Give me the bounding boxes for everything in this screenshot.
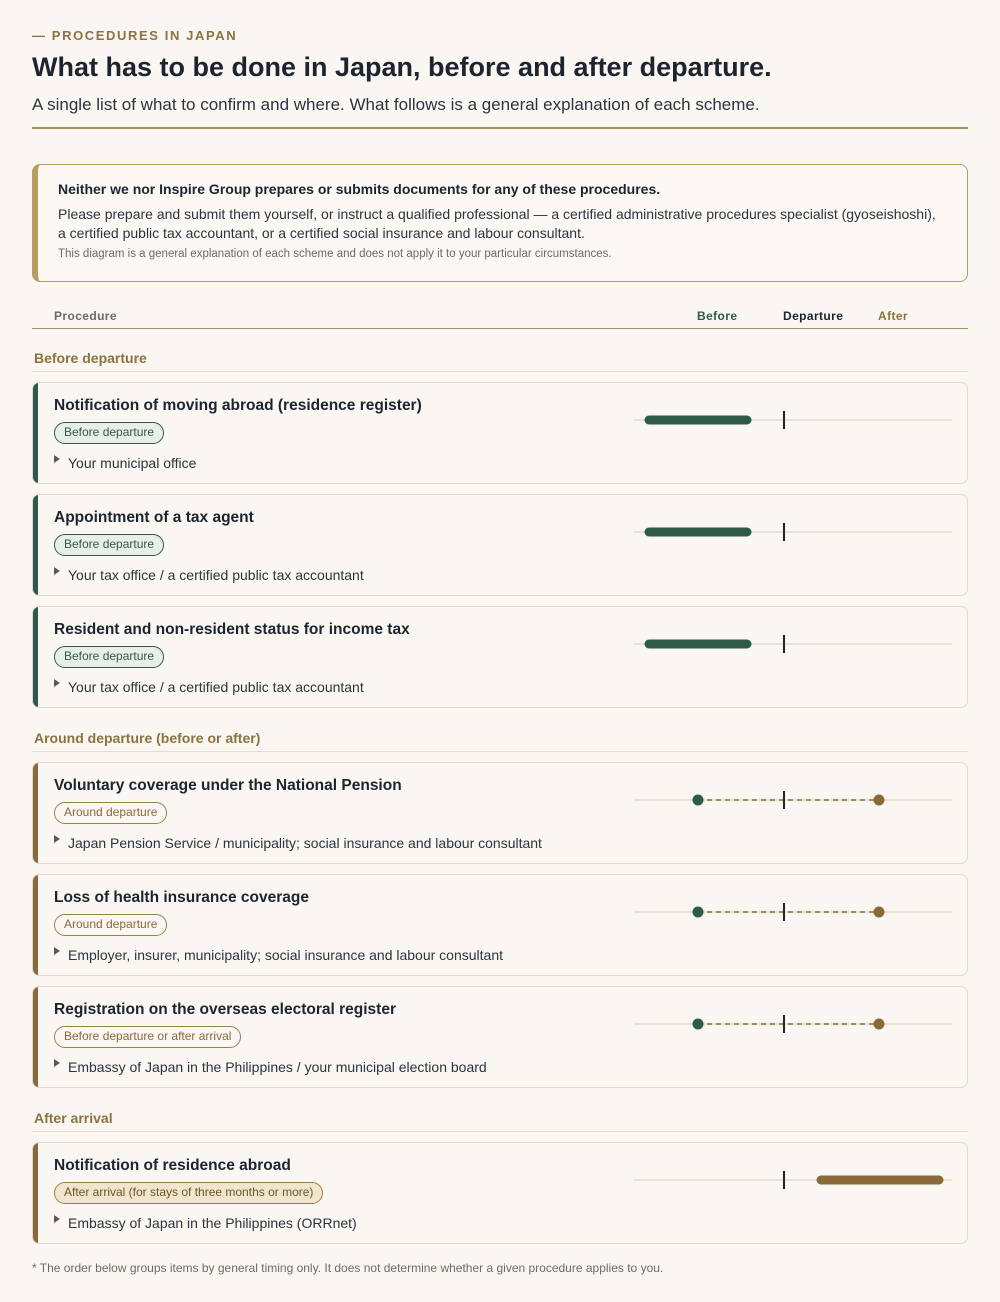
timeline-graphic [634, 617, 954, 671]
triangle-bullet-icon [54, 455, 60, 463]
timing-badge: Before departure or after arrival [54, 1026, 241, 1048]
timeline-dot-before [693, 795, 704, 806]
page-subtitle: A single list of what to confirm and where. What follows is a general explanation of each scheme. [32, 95, 760, 114]
procedure-where-text: Employer, insurer, municipality; social insurance and labour consultant [68, 947, 504, 963]
timing-badge: After arrival (for stays of three months or more) [54, 1182, 323, 1204]
header-divider [32, 127, 968, 129]
timeline-graphic [634, 505, 954, 559]
timeline-graphic [634, 885, 954, 939]
procedure-where [54, 679, 364, 695]
procedure-where-text: Japan Pension Service / municipality; social insurance and labour consultant [68, 835, 542, 851]
section-heading-after: After arrival [32, 1110, 968, 1132]
disclaimer-notice [32, 164, 968, 282]
procedure-card [32, 762, 968, 864]
procedure-title: Resident and non-resident status for income tax [54, 621, 410, 638]
procedure-where-text: Your tax office / a certified public tax accountant [68, 567, 364, 583]
procedure-card [32, 382, 968, 484]
page-kicker: — PROCEDURES IN JAPAN [32, 28, 238, 43]
procedure-card [32, 986, 968, 1088]
timeline-dot-after [874, 795, 885, 806]
procedure-where [54, 567, 364, 583]
section-heading-around: Around departure (before or after) [32, 730, 968, 752]
procedure-where-text: Embassy of Japan in the Philippines (ORRnet) [68, 1215, 357, 1231]
triangle-bullet-icon [54, 1059, 60, 1067]
triangle-bullet-icon [54, 947, 60, 955]
procedure-where [54, 947, 503, 963]
column-departure: Departure [783, 309, 844, 323]
timing-badge: Around departure [54, 914, 167, 936]
procedure-where [54, 835, 542, 851]
timing-badge: Around departure [54, 802, 167, 824]
footnote: * The order below groups items by general timing only. It does not determine whether a given procedure applies to you. [32, 1261, 664, 1275]
column-before: Before [697, 309, 738, 323]
procedure-where [54, 455, 196, 471]
procedure-where-text: Embassy of Japan in the Philippines / your municipal election board [68, 1059, 487, 1075]
procedure-card [32, 1142, 968, 1244]
procedure-card [32, 606, 968, 708]
triangle-bullet-icon [54, 1215, 60, 1223]
procedure-title: Registration on the overseas electoral register [54, 1001, 396, 1018]
triangle-bullet-icon [54, 567, 60, 575]
notice-caveat: This diagram is a general explanation of each scheme and does not apply it to your particular circumstances. [58, 248, 612, 260]
timeline-graphic [634, 393, 954, 447]
column-procedure: Procedure [54, 309, 117, 323]
triangle-bullet-icon [54, 835, 60, 843]
timeline-graphic [634, 997, 954, 1051]
timeline-dot-after [874, 1019, 885, 1030]
procedure-title: Notification of moving abroad (residence register) [54, 397, 422, 414]
column-after: After [878, 309, 909, 323]
timeline-graphic [634, 773, 954, 827]
timeline-graphic [634, 1153, 954, 1207]
notice-body: Please prepare and submit them yourself, or instruct a qualified professional — a certified administrative procedures specialist (gyoseishoshi), a certified public tax accountant, or a certified social insurance and labour consultant. [58, 206, 936, 241]
timeline-dot-before [693, 1019, 704, 1030]
procedure-title: Voluntary coverage under the National Pension [54, 777, 402, 794]
procedure-where-text: Your municipal office [68, 455, 197, 471]
column-header [32, 309, 968, 329]
timing-badge: Before departure [54, 646, 164, 668]
notice-heading: Neither we nor Inspire Group prepares or submits documents for any of these procedures. [58, 181, 661, 197]
timeline-dot-before [693, 907, 704, 918]
procedure-title: Notification of residence abroad [54, 1157, 291, 1174]
timing-badge: Before departure [54, 422, 164, 444]
procedure-where [54, 1215, 357, 1231]
procedure-where [54, 1059, 487, 1075]
triangle-bullet-icon [54, 679, 60, 687]
procedure-title: Loss of health insurance coverage [54, 889, 309, 906]
section-heading-before: Before departure [32, 350, 968, 372]
procedure-card [32, 874, 968, 976]
timeline-dot-after [874, 907, 885, 918]
procedure-title: Appointment of a tax agent [54, 509, 254, 526]
page-title: What has to be done in Japan, before and after departure. [32, 52, 772, 82]
timing-badge: Before departure [54, 534, 164, 556]
procedure-where-text: Your tax office / a certified public tax accountant [68, 679, 364, 695]
procedure-card [32, 494, 968, 596]
